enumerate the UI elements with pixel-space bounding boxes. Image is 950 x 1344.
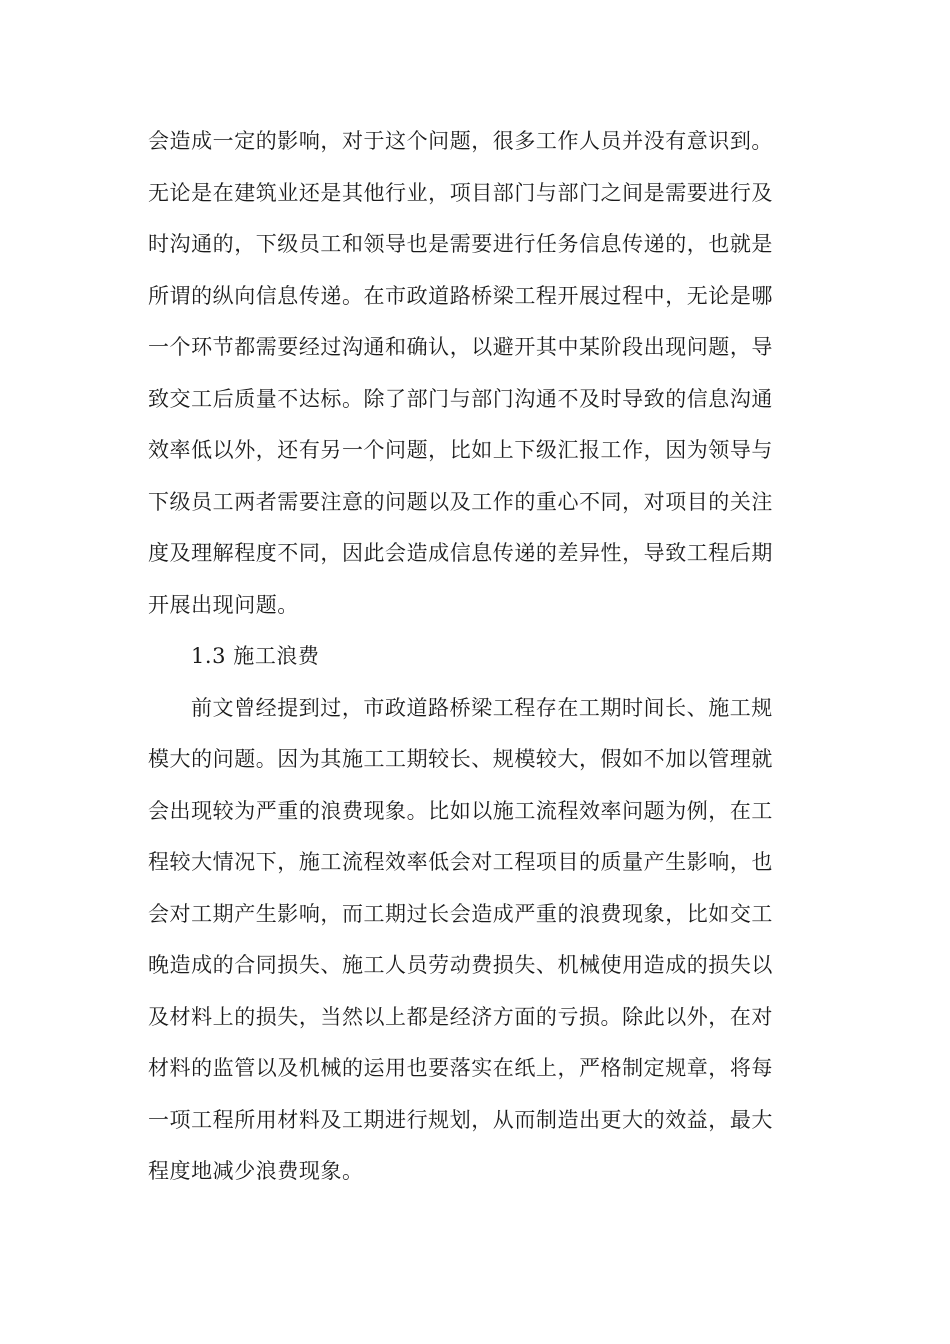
text-line: 会出现较为严重的浪费现象。比如以施工流程效率问题为例，在工 — [148, 798, 773, 823]
text-line: 模大的问题。因为其施工工期较长、规模较大，假如不加以管理就 — [148, 747, 773, 771]
text-line: 及材料上的损失，当然以上都是经济方面的亏损。除此以外，在对 — [148, 1004, 773, 1029]
text-line: 时沟通的，下级员工和领导也是需要进行任务信息传递的，也就是 — [148, 232, 773, 256]
body-text — [148, 116, 800, 1198]
text-line: 效率低以外，还有另一个问题，比如上下级汇报工作，因为领导与 — [148, 438, 773, 462]
text-line: 度及理解程度不同，因此会造成信息传递的差异性，导致工程后期 — [148, 541, 773, 565]
text-line: 开展出现问题。 — [148, 592, 299, 617]
text-line: 程度地减少浪费现象。 — [148, 1159, 364, 1183]
text-line: 一个环节都需要经过沟通和确认，以避开其中某阶段出现问题，导 — [148, 335, 773, 359]
text-line: 材料的监管以及机械的运用也要落实在纸上，严格制定规章，将每 — [148, 1056, 773, 1080]
text-line: 所谓的纵向信息传递。在市政道路桥梁工程开展过程中，无论是哪 — [148, 283, 773, 308]
text-line: 晚造成的合同损失、施工人员劳动费损失、机械使用造成的损失以 — [148, 953, 773, 977]
text-line: 无论是在建筑业还是其他行业，项目部门与部门之间是需要进行及 — [148, 180, 773, 205]
text-line: 会造成一定的影响，对于这个问题，很多工作人员并没有意识到。 — [148, 129, 773, 153]
text-line: 程较大情况下，施工流程效率低会对工程项目的质量产生影响，也 — [148, 850, 773, 874]
text-line: 下级员工两者需要注意的问题以及工作的重心不同，对项目的关注 — [148, 489, 773, 514]
text-line: 会对工期产生影响，而工期过长会造成严重的浪费现象，比如交工 — [148, 901, 773, 926]
text-line: 致交工后质量不达标。除了部门与部门沟通不及时导致的信息沟通 — [148, 386, 773, 411]
text-line: 一项工程所用材料及工期进行规划，从而制造出更大的效益，最大 — [148, 1107, 773, 1132]
text-line: 前文曾经提到过，市政道路桥梁工程存在工期时间长、施工规 — [191, 695, 773, 720]
section-heading: 1.3 施工浪费 — [191, 644, 320, 668]
